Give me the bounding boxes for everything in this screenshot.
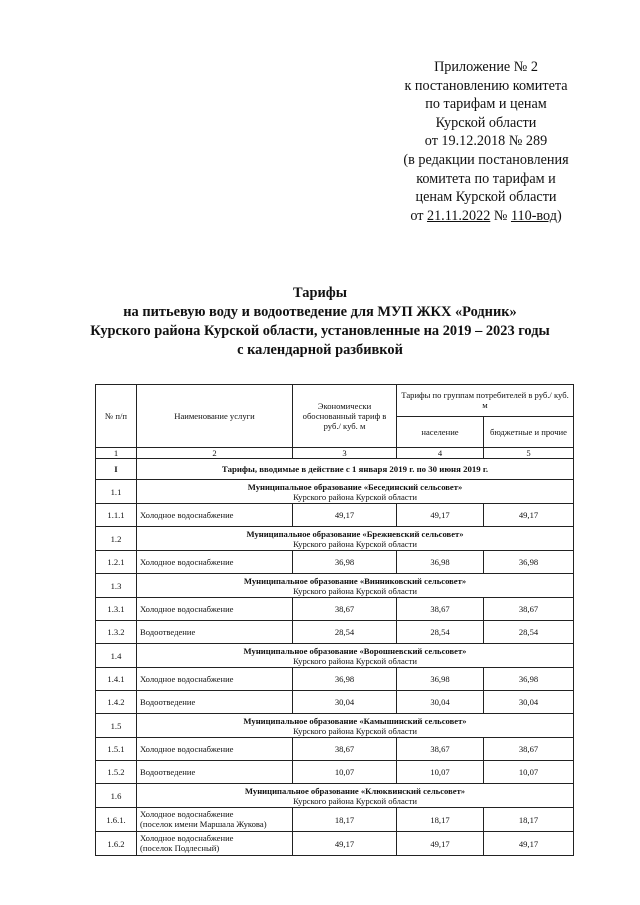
service-name: Холодное водоснабжение — [137, 551, 293, 574]
column-number: 5 — [484, 448, 574, 459]
table-row — [96, 832, 574, 856]
municipality-name — [137, 714, 574, 738]
title-line: на питьевую воду и водоотведение для МУП ЖКХ «Родник» — [123, 304, 517, 320]
municipality-row — [96, 644, 574, 668]
section-row — [96, 459, 574, 480]
population-tariff: 38,67 — [397, 598, 484, 621]
budget-tariff: 36,98 — [484, 551, 574, 574]
service-name: Водоотведение — [137, 621, 293, 644]
economic-tariff: 38,67 — [293, 598, 397, 621]
amendment-date: 21.11.2022 — [426, 207, 491, 224]
amendment-suffix: ) — [556, 207, 562, 224]
header-cell-budget: бюджетные и прочие — [484, 416, 574, 448]
amendment-number: 110-вод — [510, 207, 557, 224]
municipality-name — [137, 644, 574, 668]
budget-tariff: 28,54 — [484, 621, 574, 644]
economic-tariff: 49,17 — [293, 504, 397, 527]
municipality-row — [96, 714, 574, 738]
appendix-line: ценам Курской области — [415, 189, 557, 206]
economic-tariff: 18,17 — [293, 808, 397, 832]
table-row — [96, 691, 574, 714]
title-line: Тарифы — [293, 285, 347, 301]
budget-tariff: 30,04 — [484, 691, 574, 714]
municipality-name-line: Муниципальное образование «Ворошневский сельсовет» — [243, 645, 467, 656]
economic-tariff: 36,98 — [293, 668, 397, 691]
budget-tariff: 36,98 — [484, 668, 574, 691]
service-name — [137, 832, 293, 856]
appendix-line: (в редакции постановления — [403, 151, 569, 168]
municipality-number: 1.1 — [96, 480, 137, 504]
table-header-row — [96, 385, 574, 417]
budget-tariff: 18,17 — [484, 808, 574, 832]
header-cell-consumer-groups: Тарифы по группам потребителей в руб./ куб. м — [397, 385, 574, 417]
header-cell-population: население — [397, 416, 484, 448]
tariffs-table — [95, 384, 574, 856]
population-tariff: 49,17 — [397, 832, 484, 856]
table-row — [96, 598, 574, 621]
municipality-name-line: Муниципальное образование «Клюквинский сельсовет» — [244, 785, 466, 796]
header-cell-number: № п/п — [96, 385, 137, 448]
municipality-name — [137, 480, 574, 504]
column-number: 4 — [397, 448, 484, 459]
economic-tariff: 49,17 — [293, 832, 397, 856]
service-location: (поселок Подлесный) — [140, 842, 220, 853]
municipality-name-line: Муниципальное образование «Винниковский сельсовет» — [243, 575, 467, 586]
population-tariff: 28,54 — [397, 621, 484, 644]
appendix-line: к постановлению комитета — [404, 77, 568, 94]
appendix-line: от 19.12.2018 № 289 — [424, 133, 548, 150]
appendix-line: комитета по тарифам и — [416, 170, 556, 187]
row-number: 1.2.1 — [96, 551, 137, 574]
appendix-line: Приложение № 2 — [434, 59, 538, 75]
economic-tariff: 30,04 — [293, 691, 397, 714]
economic-tariff: 38,67 — [293, 738, 397, 761]
row-number: 1.4.1 — [96, 668, 137, 691]
budget-tariff: 49,17 — [484, 504, 574, 527]
population-tariff: 10,07 — [397, 761, 484, 784]
amendment-number-sign: № — [493, 207, 508, 224]
municipality-number: 1.6 — [96, 784, 137, 808]
municipality-row — [96, 527, 574, 551]
service-name-line: Холодное водоснабжение — [140, 833, 234, 843]
municipality-name — [137, 574, 574, 598]
table-row — [96, 808, 574, 832]
table-row — [96, 738, 574, 761]
municipality-number: 1.5 — [96, 714, 137, 738]
population-tariff: 49,17 — [397, 504, 484, 527]
municipality-name-line: Муниципальное образование «Камышинский сельсовет» — [243, 715, 467, 726]
table-row — [96, 621, 574, 644]
municipality-district-line: Курского района Курской области — [293, 725, 417, 736]
population-tariff: 38,67 — [397, 738, 484, 761]
municipality-number: 1.3 — [96, 574, 137, 598]
economic-tariff: 10,07 — [293, 761, 397, 784]
municipality-district-line: Курского района Курской области — [293, 538, 417, 549]
service-location: (поселок имени Маршала Жукова) — [140, 818, 267, 829]
section-title: Тарифы, вводимые в действие с 1 января 2019 г. по 30 июня 2019 г. — [137, 459, 574, 480]
service-name: Водоотведение — [137, 761, 293, 784]
municipality-district-line: Курского района Курской области — [293, 491, 417, 502]
population-tariff: 36,98 — [397, 668, 484, 691]
service-name: Холодное водоснабжение — [137, 598, 293, 621]
column-numbers-row — [96, 448, 574, 459]
population-tariff: 30,04 — [397, 691, 484, 714]
municipality-name-line: Муниципальное образование «Бесединский сельсовет» — [247, 481, 463, 492]
municipality-name — [137, 527, 574, 551]
section-number: I — [96, 459, 137, 480]
municipality-row — [96, 784, 574, 808]
table-row — [96, 761, 574, 784]
budget-tariff: 38,67 — [484, 598, 574, 621]
service-name: Холодное водоснабжение — [137, 504, 293, 527]
budget-tariff: 49,17 — [484, 832, 574, 856]
table-row — [96, 551, 574, 574]
service-name: Холодное водоснабжение — [137, 668, 293, 691]
table-row — [96, 504, 574, 527]
municipality-district-line: Курского района Курской области — [293, 655, 417, 666]
budget-tariff: 38,67 — [484, 738, 574, 761]
table-row — [96, 668, 574, 691]
amendment-prefix: от — [410, 207, 424, 224]
row-number: 1.5.2 — [96, 761, 137, 784]
row-number: 1.3.1 — [96, 598, 137, 621]
header-cell-economic-tariff: Экономически обоснованный тариф в руб./ куб. м — [293, 385, 397, 448]
column-number: 2 — [137, 448, 293, 459]
municipality-name-line: Муниципальное образование «Брежневский сельсовет» — [246, 528, 464, 539]
title-line: с календарной разбивкой — [237, 342, 403, 358]
row-number: 1.5.1 — [96, 738, 137, 761]
service-name: Холодное водоснабжение — [137, 738, 293, 761]
appendix-line: по тарифам и ценам — [425, 96, 547, 113]
row-number: 1.6.1. — [96, 808, 137, 832]
column-number: 1 — [96, 448, 137, 459]
column-number: 3 — [293, 448, 397, 459]
municipality-district-line: Курского района Курской области — [293, 585, 417, 596]
appendix-line: Курской области — [435, 114, 537, 131]
row-number: 1.3.2 — [96, 621, 137, 644]
economic-tariff: 28,54 — [293, 621, 397, 644]
budget-tariff: 10,07 — [484, 761, 574, 784]
municipality-district-line: Курского района Курской области — [293, 795, 417, 806]
row-number: 1.4.2 — [96, 691, 137, 714]
service-name: Водоотведение — [137, 691, 293, 714]
appendix-header — [388, 58, 584, 225]
population-tariff: 36,98 — [397, 551, 484, 574]
municipality-row — [96, 574, 574, 598]
municipality-row — [96, 480, 574, 504]
appendix-amendment-line — [388, 207, 584, 226]
economic-tariff: 36,98 — [293, 551, 397, 574]
header-cell-service: Наименование услуги — [137, 385, 293, 448]
title-line: Курского района Курской области, установленные на 2019 – 2023 годы — [90, 323, 550, 339]
municipality-number: 1.2 — [96, 527, 137, 551]
row-number: 1.6.2 — [96, 832, 137, 856]
service-name — [137, 808, 293, 832]
row-number: 1.1.1 — [96, 504, 137, 527]
document-title — [60, 284, 580, 360]
service-name-line: Холодное водоснабжение — [140, 809, 234, 819]
municipality-name — [137, 784, 574, 808]
population-tariff: 18,17 — [397, 808, 484, 832]
municipality-number: 1.4 — [96, 644, 137, 668]
